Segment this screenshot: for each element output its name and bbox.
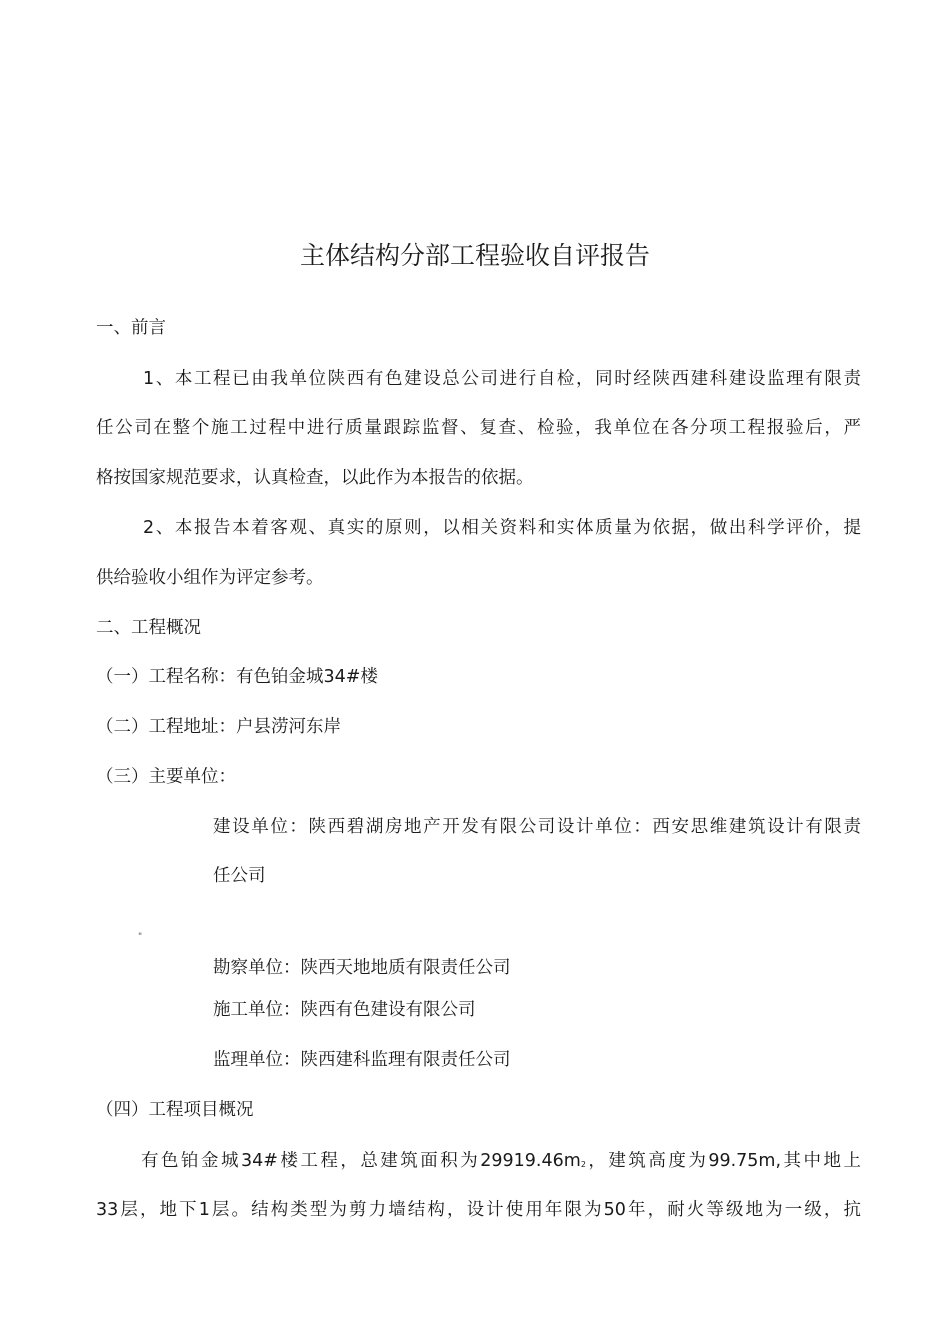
paragraph-1-line-1: 1、本工程已由我单位陕西有色建设总公司进行自检，同时经陕西建科建设监理有限责 bbox=[143, 369, 861, 389]
paragraph-1-line-3: 格按国家规范要求，认真检查，以此作为本报告的依据。 bbox=[96, 468, 534, 488]
paragraph-2-line-1: 2、本报告本着客观、真实的原则，以相关资料和实体质量为依据，做出科学评价，提 bbox=[143, 518, 861, 538]
document-title: 主体结构分部工程验收自评报告 bbox=[299, 241, 650, 270]
units-builder-designer-line-2: 任公司 bbox=[213, 866, 266, 886]
project-overview-line-2: 33层，地下1层。结构类型为剪力墙结构，设计使用年限为50年，耐火等级地为一级，抗 bbox=[96, 1200, 861, 1220]
project-overview-heading: （四）工程项目概况 bbox=[96, 1100, 254, 1120]
overview-text-b: ，建筑高度为99.75m,其中地上 bbox=[585, 1151, 861, 1171]
main-units-heading: （三）主要单位： bbox=[96, 767, 236, 787]
unit-construction: 施工单位：陕西有色建设有限公司 bbox=[213, 1000, 476, 1020]
project-address: （二）工程地址：户县涝河东岸 bbox=[96, 717, 341, 737]
unit-supervision: 监理单位：陕西建科监理有限责任公司 bbox=[213, 1050, 511, 1070]
area-unit-superscript: 2 bbox=[580, 1160, 586, 1169]
unit-survey: 勘察单位：陕西天地地质有限责任公司 bbox=[213, 958, 511, 978]
project-overview-line-1 bbox=[141, 1149, 861, 1173]
units-builder-designer-line-1: 建设单位：陕西碧湖房地产开发有限公司设计单位：西安思维建筑设计有限责 bbox=[213, 817, 861, 837]
paragraph-1-line-2: 任公司在整个施工过程中进行质量跟踪监督、复查、检验，我单位在各分项工程报验后，严 bbox=[96, 418, 861, 438]
stray-mark: " bbox=[138, 932, 143, 942]
overview-text-a: 有色铂金城34#楼工程，总建筑面积为29919.46m bbox=[141, 1151, 581, 1171]
section-heading-overview: 二、工程概况 bbox=[96, 618, 201, 638]
paragraph-2-line-2: 供给验收小组作为评定参考。 bbox=[96, 568, 324, 588]
project-name: （一）工程名称：有色铂金城34#楼 bbox=[96, 667, 378, 687]
section-heading-preface: 一、前言 bbox=[96, 318, 166, 338]
